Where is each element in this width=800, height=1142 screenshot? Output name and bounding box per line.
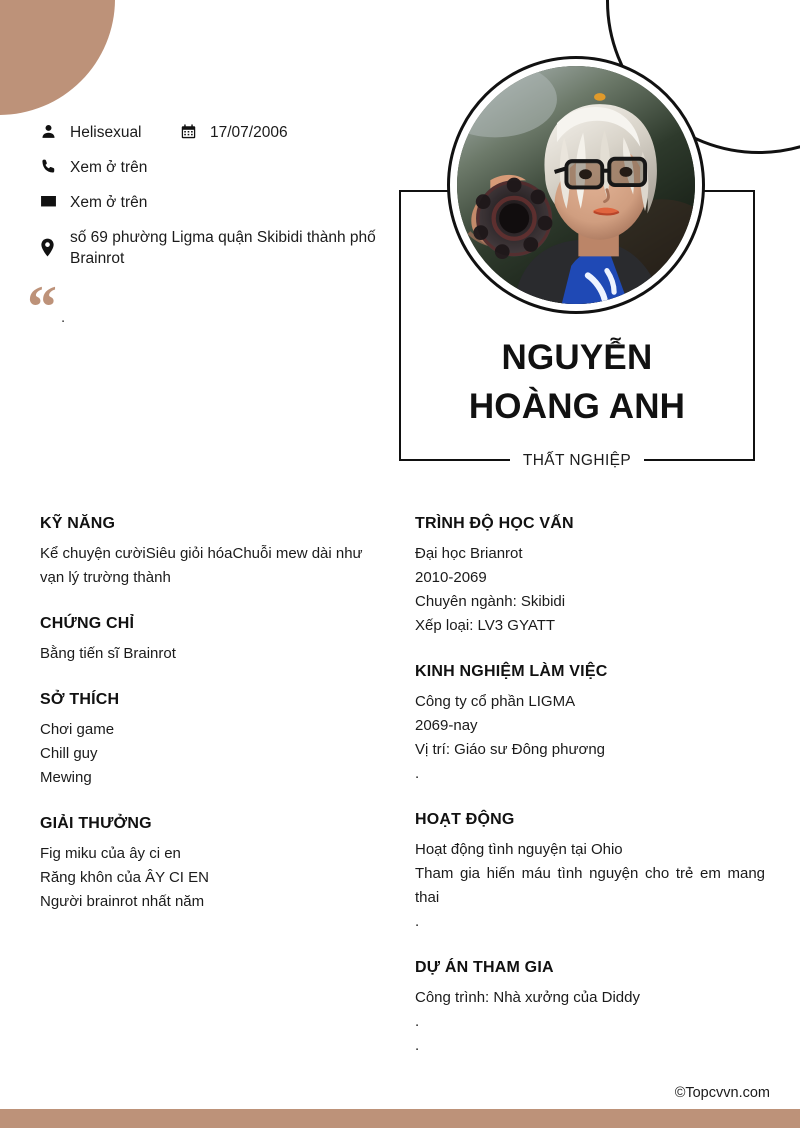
section-title: TRÌNH ĐỘ HỌC VẤN — [415, 515, 574, 532]
section-body — [40, 642, 375, 666]
quote-mark-icon: “ — [27, 274, 57, 340]
list-item: Chuyên ngành: Skibidi — [415, 593, 566, 610]
list-item: Người brainrot nhất năm — [40, 893, 205, 910]
list-item: Chill guy — [40, 745, 98, 762]
section-body — [415, 986, 765, 1058]
section-activities — [415, 811, 765, 934]
list-item: 2069-nay — [415, 717, 478, 734]
right-column — [400, 515, 800, 1058]
contact-phone-value: Xem ở trên — [70, 159, 148, 176]
contact-address-value: số 69 phường Ligma quận Skibidi thành phố Brainrot — [70, 229, 376, 267]
contact-row-address — [40, 227, 395, 269]
name-line-2: HOÀNG ANH — [468, 387, 686, 426]
list-item: Tham gia hiến máu tình nguyện cho trẻ em mang thai — [415, 865, 765, 906]
contact-email-value: Xem ở trên — [70, 194, 148, 211]
section-body — [415, 542, 765, 638]
person-icon — [40, 122, 70, 140]
section-body — [40, 542, 375, 590]
list-item: Vị trí: Giáo sư Đông phương — [415, 741, 606, 758]
list-item: Mewing — [40, 769, 92, 786]
list-item: . — [415, 913, 420, 930]
list-item: Răng khôn của ÂY CI EN — [40, 869, 209, 886]
quote-text: . — [61, 309, 66, 326]
section-education — [415, 515, 765, 638]
section-body — [40, 842, 375, 914]
content-columns — [0, 515, 800, 1058]
list-item: Xếp loại: LV3 GYATT — [415, 617, 556, 634]
section-experience — [415, 663, 765, 786]
section-title: GIẢI THƯỞNG — [40, 815, 152, 832]
job-title-band — [399, 449, 755, 473]
section-hobbies — [40, 691, 375, 790]
quote-block — [27, 274, 66, 340]
contact-name-value: Helisexual — [70, 124, 142, 141]
section-title: CHỨNG CHỈ — [40, 615, 135, 632]
section-title: HOẠT ĐỘNG — [415, 811, 515, 828]
phone-icon — [40, 157, 70, 175]
list-item: 2010-2069 — [415, 569, 487, 586]
list-item: . — [415, 765, 420, 782]
section-projects — [415, 959, 765, 1058]
footer-credit: ©Topcvvn.com — [674, 1085, 770, 1101]
name-line-1: NGUYỄN — [501, 338, 653, 377]
contact-item-dob — [180, 122, 288, 143]
section-title: DỰ ÁN THAM GIA — [415, 959, 554, 976]
list-item: Công trình: Nhà xưởng của Diddy — [415, 989, 640, 1006]
section-title: SỞ THÍCH — [40, 691, 120, 708]
list-item: Bằng tiến sĩ Brainrot — [40, 645, 176, 662]
section-awards — [40, 815, 375, 914]
contact-dob-value: 17/07/2006 — [210, 124, 288, 141]
job-title: THẤT NGHIỆP — [510, 449, 644, 473]
footer-accent-bar — [0, 1109, 800, 1128]
contact-item-name — [40, 122, 180, 143]
list-item: Hoạt động tình nguyện tại Ohio — [415, 841, 623, 858]
portrait-photo — [457, 66, 695, 304]
location-pin-icon — [40, 227, 70, 257]
list-item: Kể chuyện cườiSiêu giỏi hóaChuỗi mew dài như vạn lý trường thành — [40, 545, 363, 586]
section-title: KỸ NĂNG — [40, 515, 116, 532]
section-title: KINH NGHIỆM LÀM VIỆC — [415, 663, 608, 680]
contact-row-email — [40, 192, 395, 213]
contact-row-name-dob — [40, 122, 395, 143]
list-item: Fig miku của ây ci en — [40, 845, 181, 862]
top-left-accent-shape — [0, 0, 115, 115]
avatar — [447, 56, 705, 314]
email-icon — [40, 192, 70, 210]
list-item: Đại học Brianrot — [415, 545, 523, 562]
list-item: Công ty cổ phần LIGMA — [415, 693, 576, 710]
list-item: Chơi game — [40, 721, 115, 738]
calendar-icon — [180, 122, 210, 140]
list-item: . — [415, 1037, 420, 1054]
left-column — [0, 515, 400, 1058]
section-body — [415, 838, 765, 934]
section-body — [415, 690, 765, 786]
section-body — [40, 718, 375, 790]
contact-block — [40, 122, 395, 269]
section-certificates — [40, 615, 375, 666]
list-item: . — [415, 1013, 420, 1030]
contact-row-phone — [40, 157, 395, 178]
section-skills — [40, 515, 375, 590]
